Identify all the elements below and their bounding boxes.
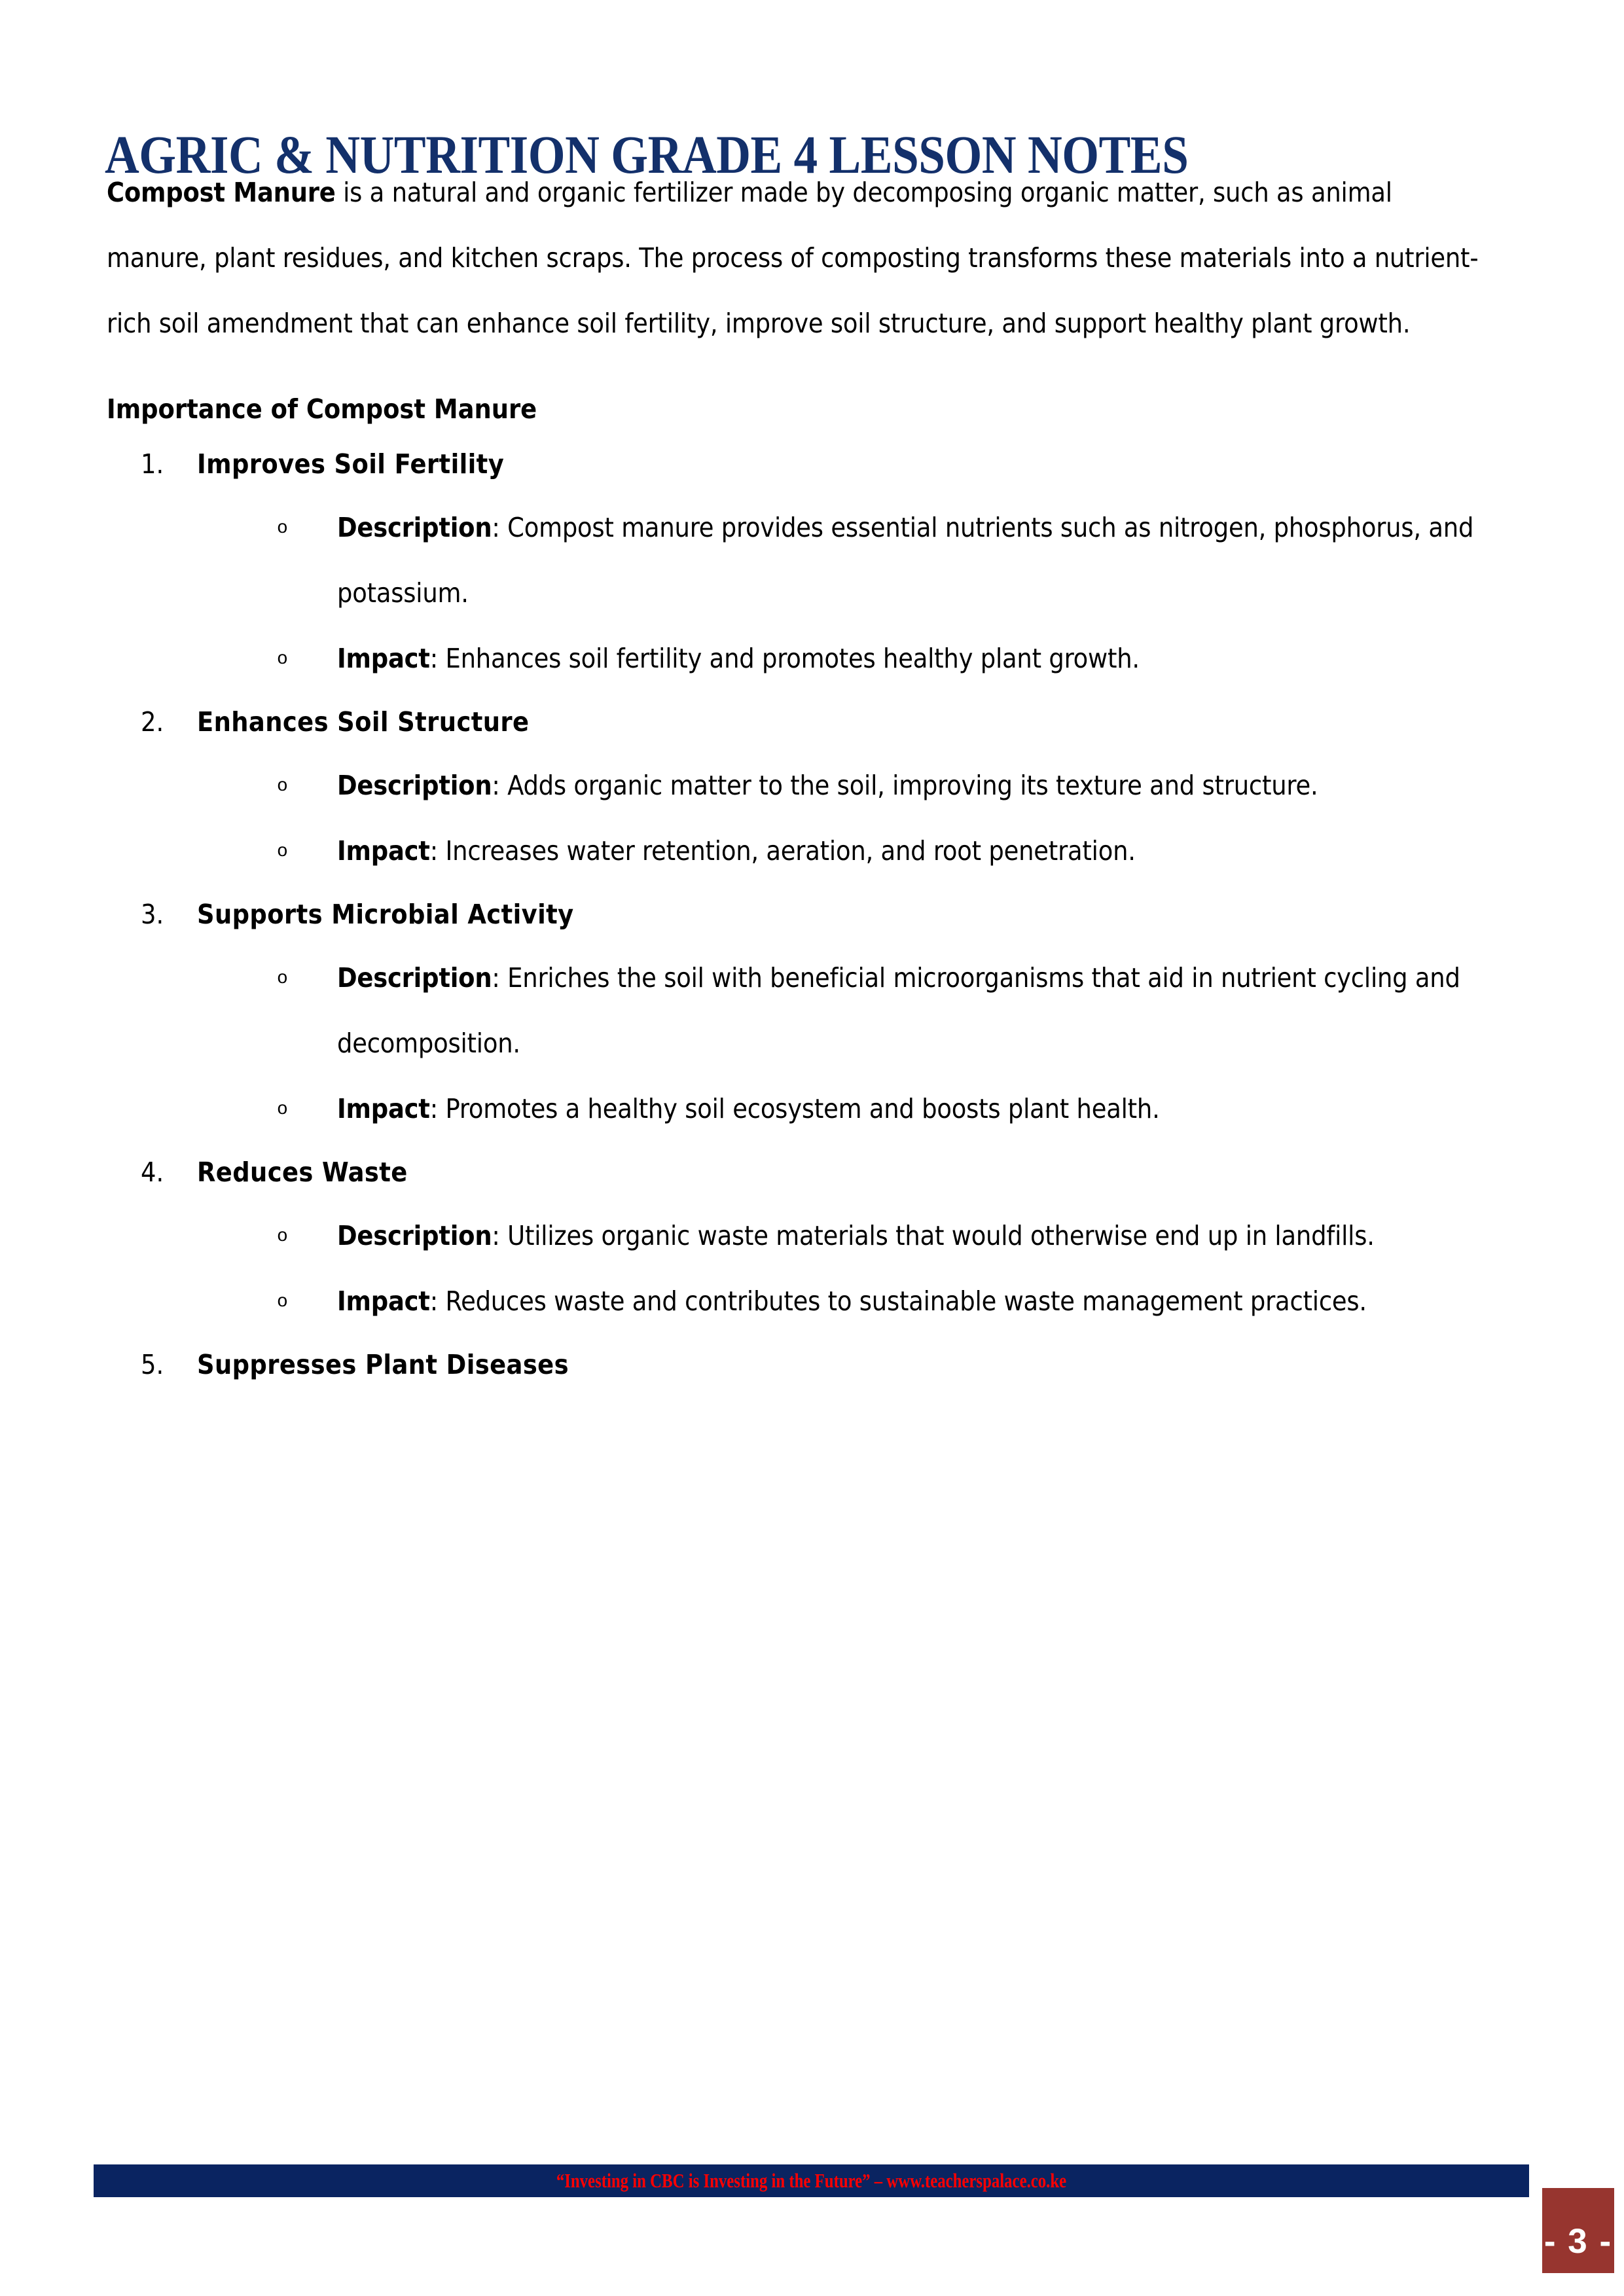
- document-body: [107, 160, 1494, 1395]
- sub-item-text: Compost manure provides essential nutrients such as nitrogen, phosphorus, and potassium.: [337, 512, 1474, 609]
- sub-item-label: Description: [337, 962, 492, 994]
- section-heading: Importance of Compost Manure: [107, 393, 537, 425]
- sub-list-item: [277, 945, 1494, 1076]
- list-item: [141, 433, 1494, 691]
- importance-list: [107, 433, 1494, 1395]
- sub-item-text: Reduces waste and contributes to sustainable waste management practices.: [445, 1285, 1367, 1317]
- sub-item-text: Promotes a healthy soil ecosystem and boosts plant health.: [445, 1093, 1160, 1124]
- list-item-number: 4.: [141, 1157, 164, 1188]
- sub-item-label: Impact: [337, 1285, 430, 1317]
- sub-item-content: [337, 962, 1460, 1059]
- sub-bullet-list: [197, 945, 1494, 1141]
- list-item: [141, 1334, 1494, 1395]
- list-item-number: 2.: [141, 706, 164, 738]
- list-item: [141, 1141, 1494, 1334]
- bullet-circle-icon: o: [277, 518, 288, 539]
- sub-bullet-list: [197, 1203, 1494, 1334]
- bullet-circle-icon: o: [277, 1100, 288, 1120]
- footer-bar: [94, 2164, 1529, 2197]
- list-item: [141, 691, 1494, 884]
- intro-lead-term: Compost Manure: [107, 177, 336, 208]
- bullet-circle-icon: o: [277, 969, 288, 989]
- sub-item-separator: :: [429, 643, 446, 674]
- sub-item-separator: :: [492, 962, 508, 994]
- sub-item-text: Increases water retention, aeration, and root penetration.: [445, 835, 1136, 867]
- list-item-title: Reduces Waste: [197, 1157, 408, 1188]
- sub-item-separator: :: [492, 1220, 508, 1251]
- sub-item-content: [337, 1285, 1367, 1317]
- sub-item-content: [337, 835, 1136, 867]
- sub-item-label: Description: [337, 1220, 492, 1251]
- sub-item-content: [337, 1220, 1375, 1251]
- sub-list-item: [277, 1268, 1494, 1334]
- sub-item-separator: :: [492, 770, 508, 801]
- sub-list-item: [277, 1203, 1494, 1268]
- sub-item-separator: :: [429, 1093, 446, 1124]
- sub-list-item: [277, 495, 1494, 626]
- sub-bullet-list: [197, 753, 1494, 884]
- sub-bullet-list: [197, 495, 1494, 691]
- bullet-circle-icon: o: [277, 1292, 288, 1312]
- list-item-number: 3.: [141, 899, 164, 930]
- sub-list-item: [277, 818, 1494, 884]
- sub-item-content: [337, 643, 1140, 674]
- page-number: - 3 -: [1543, 2222, 1613, 2261]
- bullet-circle-icon: o: [277, 649, 288, 670]
- intro-rest: is a natural and organic fertilizer made by decomposing organic matter, such as animal manure, plant residues, and kitchen scraps. The process of composting transforms these materials into a nutrient-rich soil amendment that can enhance soil fertility, improve soil structure, and support healthy plant growth.: [107, 177, 1479, 339]
- footer-tagline: “Investing in CBC is Investing in the Future” – www.teacherspalace.co.ke: [556, 2169, 1067, 2192]
- sub-list-item: [277, 1076, 1494, 1141]
- sub-item-label: Impact: [337, 643, 430, 674]
- list-item-title: Supports Microbial Activity: [197, 899, 574, 930]
- sub-item-text: Enriches the soil with beneficial microorganisms that aid in nutrient cycling and decomposition.: [337, 962, 1460, 1059]
- list-item-number: 5.: [141, 1349, 164, 1380]
- bullet-circle-icon: o: [277, 776, 288, 797]
- list-item-title: Suppresses Plant Diseases: [197, 1349, 569, 1380]
- page-title: AGRIC & NUTRITION GRADE 4 LESSON NOTES: [105, 124, 1189, 185]
- sub-item-separator: :: [429, 835, 446, 867]
- list-item-title: Improves Soil Fertility: [197, 448, 505, 480]
- page-number-badge: [1542, 2188, 1614, 2273]
- list-item-number: 1.: [141, 448, 164, 480]
- sub-item-label: Impact: [337, 1093, 430, 1124]
- sub-item-label: Impact: [337, 835, 430, 867]
- bullet-circle-icon: o: [277, 1227, 288, 1247]
- sub-item-content: [337, 1093, 1160, 1124]
- sub-item-label: Description: [337, 770, 492, 801]
- sub-item-text: Enhances soil fertility and promotes healthy plant growth.: [445, 643, 1140, 674]
- sub-item-text: Utilizes organic waste materials that would otherwise end up in landfills.: [507, 1220, 1375, 1251]
- sub-list-item: [277, 753, 1494, 818]
- sub-item-content: [337, 512, 1473, 609]
- sub-item-content: [337, 770, 1318, 801]
- list-item: [141, 884, 1494, 1141]
- intro-paragraph: [107, 160, 1494, 356]
- sub-item-separator: :: [492, 512, 508, 543]
- sub-item-text: Adds organic matter to the soil, improving its texture and structure.: [507, 770, 1318, 801]
- bullet-circle-icon: o: [277, 842, 288, 862]
- sub-item-separator: :: [429, 1285, 446, 1317]
- sub-list-item: [277, 626, 1494, 691]
- list-item-title: Enhances Soil Structure: [197, 706, 530, 738]
- sub-item-label: Description: [337, 512, 492, 543]
